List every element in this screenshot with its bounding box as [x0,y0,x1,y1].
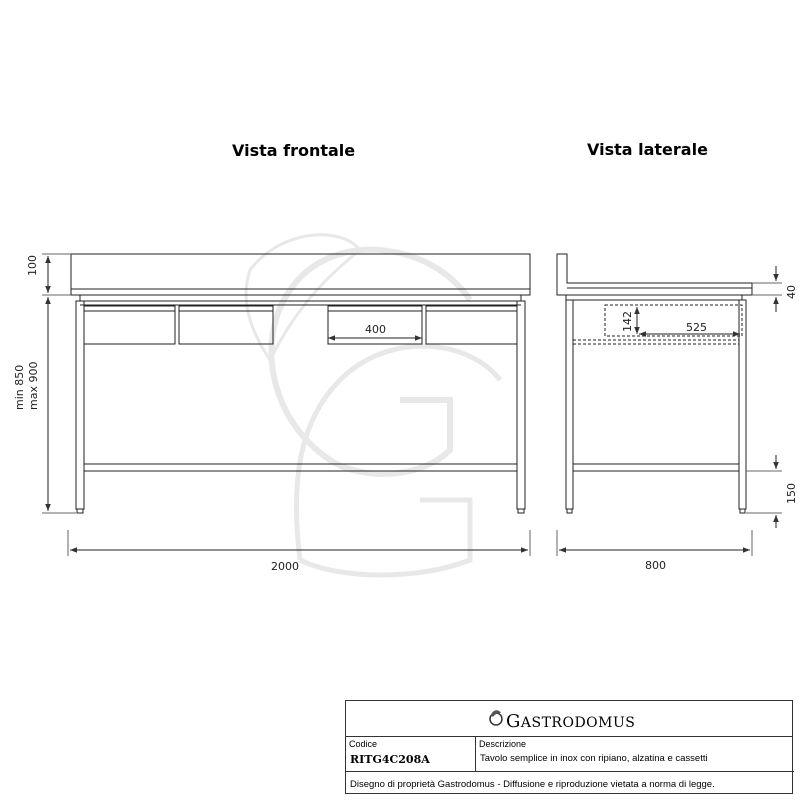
dim-side-drawer-depth-label: 525 [686,321,707,334]
description-label: Descrizione [479,739,527,749]
dim-side-drawer-height-label: 142 [621,311,634,332]
front-drawer-4 [426,306,517,344]
dim-side-upstand [752,266,782,312]
dim-front-height-max-label: max 900 [27,361,40,410]
brand-logo-icon [488,707,504,727]
dim-front-top-height [42,254,71,295]
dim-side-total-depth-label: 800 [645,559,666,572]
front-right-leg [517,301,525,509]
dim-front-total-height [42,297,76,513]
front-left-leg [76,301,84,509]
brand-initial: G [506,711,521,732]
brand-rest: ASTRODOMUS [520,715,636,731]
side-view-title: Vista laterale [587,140,708,159]
description-value: Tavolo semplice in inox con ripiano, alzatina e cassetti [480,753,708,764]
dim-side-total-depth [557,530,752,556]
front-drawer-1 [84,306,175,344]
brand-name [506,711,635,732]
dim-front-drawer-width-label: 400 [365,323,386,336]
title-block-logo-row [346,701,792,737]
watermark-logo [246,235,500,575]
dim-side-upstand-label: 40 [785,285,798,299]
ownership-notice: Disegno di proprietà Gastrodomus - Diffusione e riproduzione vietata a norma di legge. [350,779,715,790]
title-block-description-cell [476,737,794,772]
code-label: Codice [349,739,378,749]
side-right-leg [739,300,746,509]
title-block [345,700,793,794]
code-value: RITG4C208A [350,753,430,766]
dim-side-shelf-height [746,455,782,528]
dim-front-height-min-label: min 850 [13,364,26,410]
side-lower-shelf [573,464,739,471]
side-top-with-upstand [557,254,752,295]
title-block-code-cell [346,737,476,772]
dim-front-top-height-label: 100 [26,255,39,276]
dim-front-total-width-label: 2000 [271,560,299,573]
front-view-title: Vista frontale [232,141,356,160]
dim-side-shelf-height-label: 150 [785,483,798,504]
side-drawer-hidden [573,305,742,344]
side-left-leg [566,300,573,509]
side-view [557,254,782,556]
